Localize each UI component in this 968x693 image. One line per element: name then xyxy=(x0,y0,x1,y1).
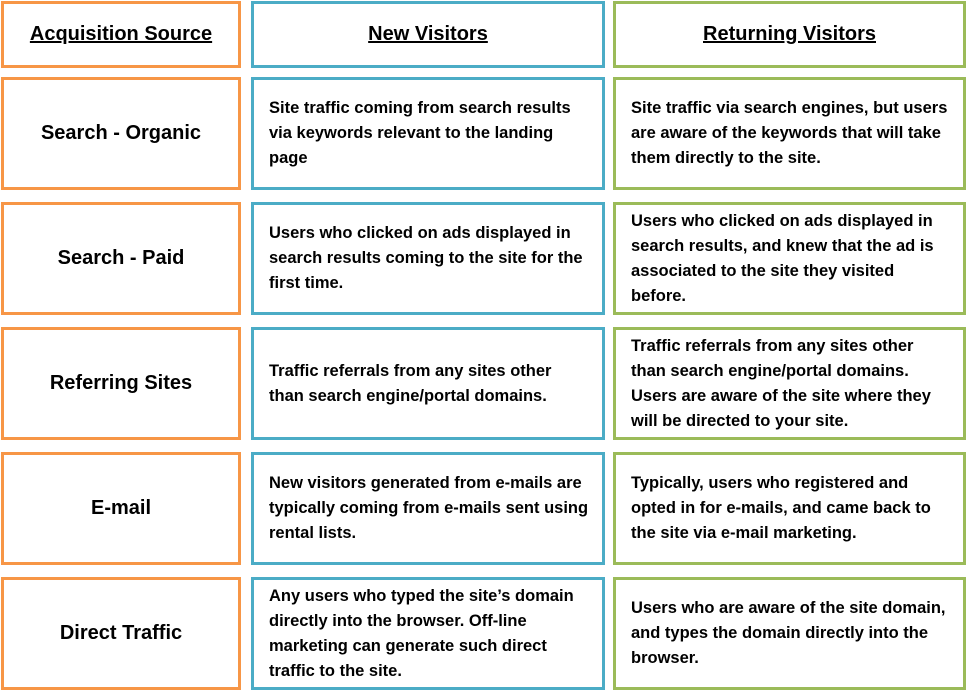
header-returning-visitors xyxy=(613,1,966,68)
source-label: Referring Sites xyxy=(49,372,193,394)
new-visitors-cell-search-organic xyxy=(251,77,605,190)
header-returning-visitors-label: Returning Visitors xyxy=(703,23,876,45)
source-cell-search-paid xyxy=(1,202,241,315)
source-label: Search - Paid xyxy=(57,247,185,269)
description-text: Typically, users who registered and opted in for e-mails, and came back to the site via e-mail marketing. xyxy=(631,474,931,542)
source-cell-direct-traffic xyxy=(1,577,241,690)
description-text: Traffic referrals from any sites other than search engine/portal domains. xyxy=(269,361,552,405)
returning-visitors-cell-search-organic xyxy=(613,77,966,190)
header-acquisition-source xyxy=(1,1,241,68)
new-visitors-cell-search-paid xyxy=(251,202,605,315)
description-text: New visitors generated from e-mails are typically coming from e-mails sent using rental lists. xyxy=(269,474,589,542)
header-new-visitors xyxy=(251,1,605,68)
description-text: Any users who typed the site’s domain directly into the browser. Off-line marketing can generate such direct traffic to the site. xyxy=(269,586,574,680)
returning-visitors-cell-referring-sites xyxy=(613,327,966,440)
source-label: E-mail xyxy=(90,497,152,519)
returning-visitors-cell-email xyxy=(613,452,966,565)
returning-visitors-cell-direct-traffic xyxy=(613,577,966,690)
source-cell-email xyxy=(1,452,241,565)
description-text: Traffic referrals from any sites other than search engine/portal domains. Users are aware of the site where they will be directed to your site. xyxy=(631,336,931,430)
description-text: Users who clicked on ads displayed in search results coming to the site for the first time. xyxy=(269,224,583,292)
description-text: Site traffic coming from search results via keywords relevant to the landing page xyxy=(269,99,571,167)
description-text: Site traffic via search engines, but users are aware of the keywords that will take them directly to the site. xyxy=(631,99,948,167)
source-cell-referring-sites xyxy=(1,327,241,440)
source-label: Direct Traffic xyxy=(59,622,183,644)
new-visitors-cell-referring-sites xyxy=(251,327,605,440)
source-cell-search-organic xyxy=(1,77,241,190)
new-visitors-cell-email xyxy=(251,452,605,565)
header-acquisition-source-label: Acquisition Source xyxy=(29,23,213,45)
description-text: Users who are aware of the site domain, and types the domain directly into the browser. xyxy=(631,599,946,667)
source-label: Search - Organic xyxy=(40,122,202,144)
returning-visitors-cell-search-paid xyxy=(613,202,966,315)
new-visitors-cell-direct-traffic xyxy=(251,577,605,690)
description-text: Users who clicked on ads displayed in search results, and knew that the ad is associated to the site they visited before. xyxy=(631,211,934,305)
header-new-visitors-label: New Visitors xyxy=(368,23,488,45)
